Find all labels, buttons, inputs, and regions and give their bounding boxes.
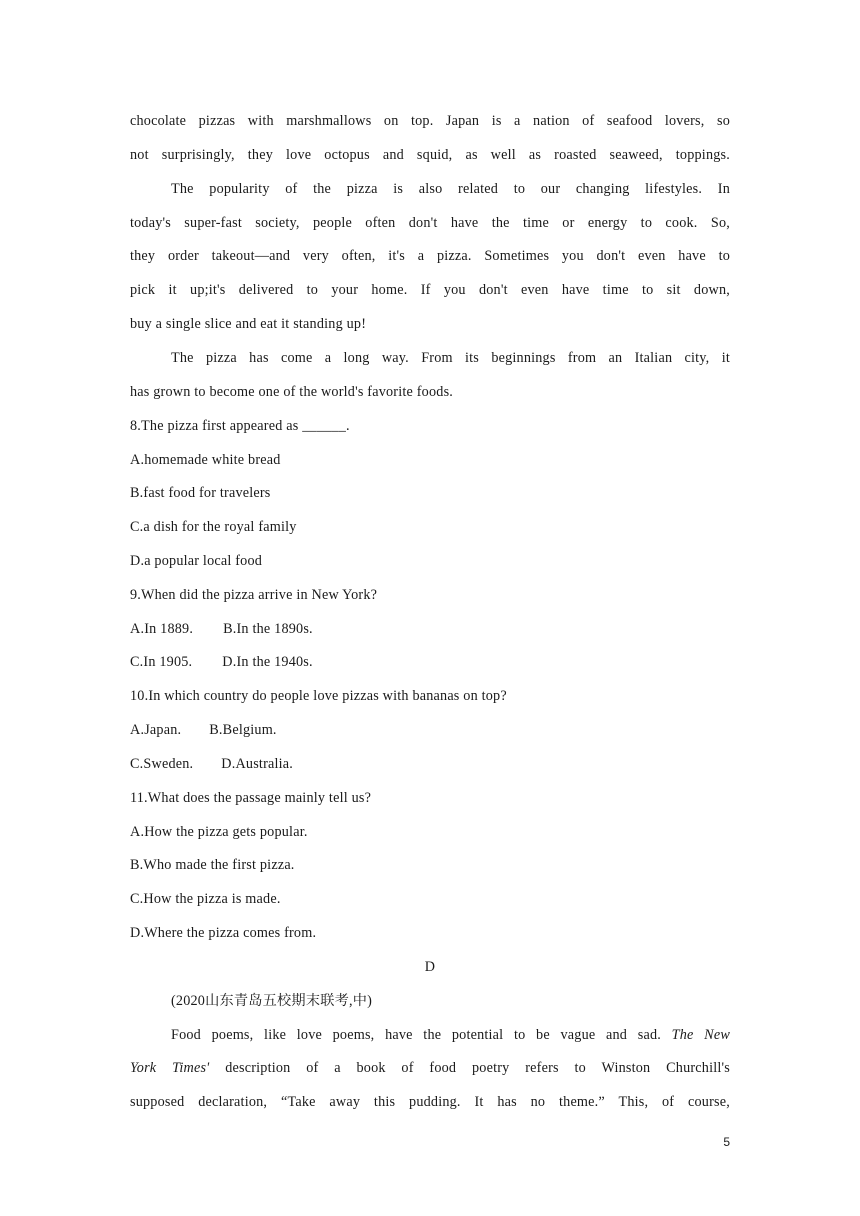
question-stem: 8.The pizza first appeared as ______.	[130, 418, 350, 434]
passage-line: chocolate pizzas with marshmallows on top. Japan is a nation of seafood lovers, so	[130, 113, 730, 129]
question-stem: 10.In which country do people love pizzas with bananas on top?	[130, 688, 507, 704]
question-stem: 9.When did the pizza arrive in New York?	[130, 587, 378, 603]
passage-line: supposed declaration, “Take away this pudding. It has no theme.” This, of course,	[130, 1094, 730, 1110]
passage-line	[130, 1058, 730, 1078]
answer-option: D.Where the pizza comes from.	[130, 925, 317, 941]
answer-option: A.Japan.	[130, 722, 182, 738]
passage-line: The pizza has come a long way. From its beginnings from an Italian city, it	[171, 350, 730, 366]
passage-line: pick it up;it's delivered to your home. If you don't even have time to sit down,	[130, 282, 730, 298]
answer-option: B.fast food for travelers	[130, 485, 271, 501]
passage-line: today's super-fast society, people often don't have the time or energy to cook. So,	[130, 215, 730, 231]
answer-option: C.Sweden.	[130, 756, 194, 772]
answer-option: A.homemade white bread	[130, 452, 281, 468]
answer-option: C.In 1905.	[130, 654, 193, 670]
answer-option: B.In the 1890s.	[223, 621, 313, 637]
answer-option: B.Belgium.	[209, 722, 277, 738]
question-stem: 11.What does the passage mainly tell us?	[130, 790, 372, 806]
answer-option: C.a dish for the royal family	[130, 519, 297, 535]
passage-text: Food poems, like love poems, have the potential to be vague and sad.	[171, 1027, 661, 1043]
publication-title: The New	[671, 1027, 731, 1043]
passage-line: has grown to become one of the world's favorite foods.	[130, 384, 454, 400]
section-heading: D	[424, 959, 436, 975]
answer-option-row	[130, 720, 730, 740]
passage-line: The popularity of the pizza is also related to our changing lifestyles. In	[171, 181, 730, 197]
answer-option: D.a popular local food	[130, 553, 263, 569]
answer-option: D.Australia.	[221, 756, 294, 772]
answer-option: A.In 1889.	[130, 621, 194, 637]
answer-option: B.Who made the first pizza.	[130, 857, 295, 873]
source-note: (2020山东青岛五校期末联考,中)	[171, 993, 373, 1009]
passage-line: buy a single slice and eat it standing up!	[130, 316, 367, 332]
publication-title: York Times'	[130, 1060, 210, 1076]
answer-option: A.How the pizza gets popular.	[130, 824, 308, 840]
passage-line	[171, 1025, 730, 1045]
answer-option: C.How the pizza is made.	[130, 891, 281, 907]
passage-line: they order takeout—and very often, it's a pizza. Sometimes you don't even have to	[130, 248, 730, 264]
passage-text: description of a book of food poetry refers to Winston Churchill's	[225, 1060, 730, 1076]
page-number: 5	[723, 1135, 730, 1149]
answer-option-row	[130, 619, 730, 639]
answer-option-row	[130, 652, 730, 672]
passage-line: not surprisingly, they love octopus and squid, as well as roasted seaweed, toppings.	[130, 147, 730, 163]
answer-option-row	[130, 754, 730, 774]
answer-option: D.In the 1940s.	[222, 654, 313, 670]
